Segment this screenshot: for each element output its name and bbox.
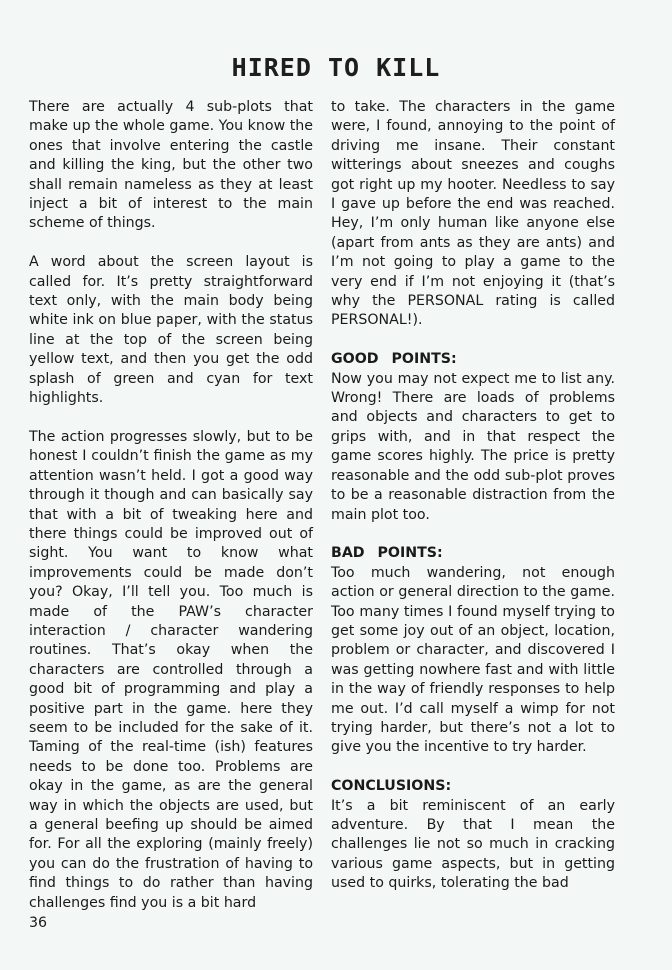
right-column	[331, 98, 615, 894]
paragraph-action: The action progresses slowly, but to be honest I couldn’t finish the game as my attention wasn’t held. I got a good way through it though and can basically say that with a bit of tweaking here and there things could be improved out of sight. You want to know what improvements could be made don’t you? Okay, I’ll tell you. Too much is made of the PAW’s character interaction / character wandering routines. That’s okay when the characters are controlled through a good bit of programming and play a positive part in the game. here they seem to be included for the sake of it. Taming of the real-time (ish) features needs to be done too. Problems are okay in the game, as are the general way in which the objects are used, but a general beefing up should be aimed for. For all the exploring (mainly freely) you can do the frustration of having to find things to do rather than having challenges find you is a bit hard	[29, 428, 313, 911]
section-heading-good-points: GOOD POINTS:	[331, 351, 457, 368]
section-bad-points	[331, 544, 615, 757]
left-column	[29, 98, 313, 913]
page-title: HIRED TO KILL	[231, 52, 441, 82]
section-conclusions	[331, 777, 615, 893]
paragraph-characters: to take. The characters in the game were, I found, annoying to the point of driving me insane. Their constant witterings about sneezes and coughs got right up my hooter. Needless to say I gave up before the end was reached. Hey, I’m only human like anyone else (apart from ants as they are ants) and I’m not going to play a game to the very end if I’m not enjoying it (that’s why the PERSONAL rating is called PERSONAL!).	[331, 99, 615, 329]
section-body-conclusions: It’s a bit reminiscent of an early adventure. By that I mean the challenges lie not so much in cracking various game aspects, but in getting used to quirks, tolerating the bad	[331, 797, 615, 892]
paragraph-subplots: There are actually 4 sub-plots that make up the whole game. You know the ones that involve entering the castle and killing the king, but the other two shall remain nameless as they at least inject a bit of interest to the main scheme of things.	[29, 99, 313, 232]
section-good-points	[331, 350, 615, 525]
section-body-good-points: Now you may not expect me to list any. Wrong! There are loads of problems and objects and characters to get to grips with, and in that respect the game scores highly. The price is pretty reasonable and the odd sub-plot proves to be a reasonable distraction from the main plot too.	[331, 370, 615, 523]
page-number: 36	[29, 915, 48, 931]
section-heading-conclusions: CONCLUSIONS:	[331, 778, 452, 795]
section-heading-bad-points: BAD POINTS:	[331, 545, 443, 562]
paragraph-screen-layout: A word about the screen layout is called for. It’s pretty straightforward text only, with the main body being white ink on blue paper, with the status line at the top of the screen being yellow text, and then you get the odd splash of green and cyan for text highlights.	[29, 254, 313, 407]
section-body-bad-points: Too much wandering, not enough action or general direction to the game. Too many times I found myself trying to get some joy out of an object, location, problem or character, and discovered I was getting nowhere fast and with little in the way of friendly responses to help me out. I’d call myself a wimp for not trying harder, but there’s not a lot to give you the incentive to try harder.	[331, 564, 615, 756]
